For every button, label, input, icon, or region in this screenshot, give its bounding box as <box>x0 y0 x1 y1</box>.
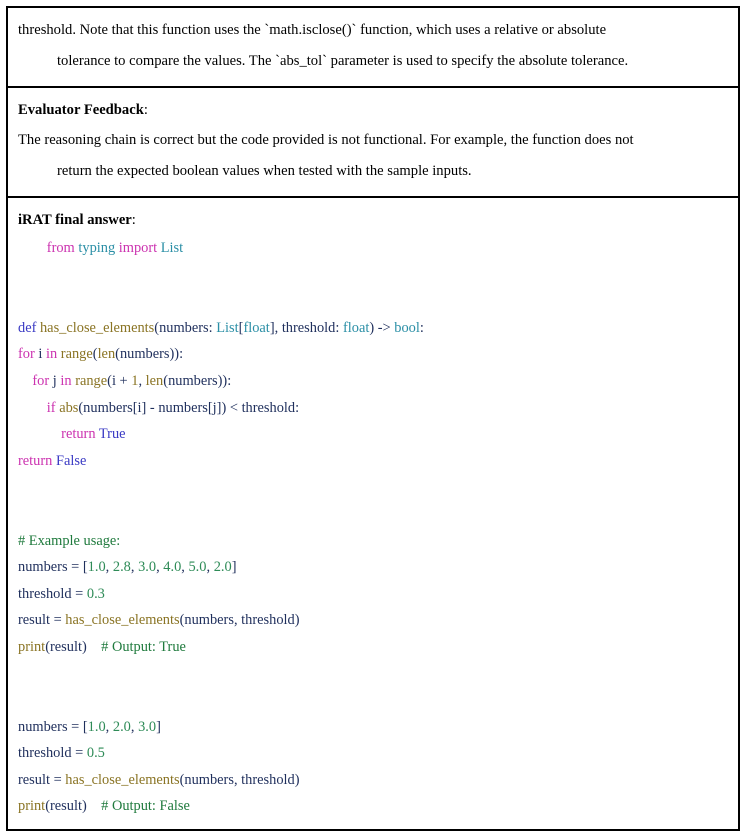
code-token-var <box>87 798 101 814</box>
code-token-num: 2.8 <box>112 559 131 576</box>
code-line-1 <box>18 235 728 262</box>
code-token-var: : <box>208 319 217 336</box>
code-token-kw: import <box>118 240 158 256</box>
code-token-kw: in <box>45 346 58 363</box>
code-line-5 <box>18 341 728 368</box>
irat-final-answer-heading-colon: : <box>131 212 136 228</box>
code-token-bool: False <box>55 452 87 469</box>
code-token-var: )): <box>169 346 184 363</box>
code-token-kw: for <box>18 346 35 363</box>
code-token-var: = <box>49 612 66 629</box>
code-token-fn: range <box>75 372 108 389</box>
code-token-var: ) <box>294 771 300 788</box>
code-token-type: float <box>342 319 370 336</box>
code-token-var: ( <box>115 346 120 363</box>
code-token-var: ( <box>92 346 98 363</box>
code-token-var: result <box>49 798 82 815</box>
code-line-22 <box>18 793 728 820</box>
code-token-var: : <box>295 399 300 416</box>
code-token-var: ( <box>179 612 185 629</box>
code-token-var <box>87 639 101 655</box>
code-token-type: List <box>160 240 184 256</box>
code-token-var: , <box>156 559 164 576</box>
code-line-10 <box>18 474 728 501</box>
code-line-13 <box>18 554 728 581</box>
code-token-var: : <box>335 319 343 336</box>
table-row-evaluator-feedback <box>8 88 738 198</box>
code-token-var <box>18 426 61 442</box>
code-token-var: ( <box>154 319 160 336</box>
code-token-fn: has_close_elements <box>65 771 180 788</box>
code-token-kw: from <box>46 240 75 256</box>
code-token-num: 2.0 <box>213 559 232 576</box>
code-token-type: bool <box>394 319 420 336</box>
code-token-var: = <box>71 585 87 602</box>
evaluator-feedback-heading-colon: : <box>143 102 148 118</box>
code-token-var: ) <box>294 612 300 629</box>
code-token-var: ( <box>45 638 50 655</box>
code-token-type: typing <box>78 240 116 256</box>
code-token-var: i <box>34 346 46 363</box>
code-token-fn: len <box>97 346 116 363</box>
document-table <box>6 6 740 831</box>
code-token-var: threshold <box>241 771 295 788</box>
code-token-var: = [ <box>67 559 88 576</box>
code-token-var: numbers <box>159 319 209 336</box>
code-token-var: result <box>18 771 50 788</box>
code-line-18 <box>18 687 728 714</box>
code-token-var: result <box>18 612 50 629</box>
code-token-var: [j]) < <box>207 399 242 416</box>
code-line-6 <box>18 368 728 395</box>
code-line-9 <box>18 448 728 475</box>
code-token-cmt: # Example usage: <box>18 532 121 549</box>
evaluator-feedback-cell <box>8 88 738 196</box>
table-row-irat-final-answer <box>8 198 738 829</box>
irat-final-answer-heading <box>18 205 728 235</box>
code-token-num: 1.0 <box>87 559 106 576</box>
code-token-var: j <box>49 372 61 389</box>
code-line-15 <box>18 607 728 634</box>
code-token-fn: range <box>60 346 93 363</box>
code-token-var: ( <box>179 771 185 788</box>
code-token-var <box>18 400 47 416</box>
code-token-var: threshold <box>18 585 72 602</box>
code-token-var: [i] - <box>132 399 159 416</box>
code-token-var: numbers <box>184 771 234 788</box>
code-token-var: ] <box>231 559 237 576</box>
code-token-var: ) <box>81 798 87 815</box>
code-token-var: threshold <box>281 319 336 336</box>
code-token-var: , <box>233 612 242 629</box>
code-token-var: , <box>130 718 139 735</box>
code-token-numo: 1 <box>131 372 139 389</box>
code-token-var: = [ <box>67 718 88 735</box>
code-token-num: 2.0 <box>112 718 131 735</box>
python-code-block <box>18 235 728 820</box>
code-token-var: numbers <box>83 399 133 416</box>
code-token-kw: return <box>18 452 53 469</box>
code-token-kw: return <box>61 426 96 443</box>
code-token-var: numbers <box>168 372 218 389</box>
code-token-fn: print <box>18 638 46 655</box>
code-token-type: float <box>243 319 270 336</box>
evaluator-feedback-line-2: return the expected boolean values when tested with the sample inputs. <box>57 163 472 179</box>
code-token-kw: if <box>46 399 56 416</box>
code-line-8 <box>18 421 728 448</box>
code-token-var: threshold <box>241 399 296 416</box>
irat-final-answer-heading-label: iRAT final answer <box>18 212 132 228</box>
code-line-14 <box>18 581 728 608</box>
code-token-num: 3.0 <box>138 718 157 735</box>
table-row-reasoning-continuation <box>8 8 738 88</box>
code-line-16 <box>18 634 728 661</box>
code-token-var: , <box>181 559 189 576</box>
code-line-7 <box>18 395 728 422</box>
reasoning-paragraph-line-1: threshold. Note that this function uses the `math.isclose()` function, which uses a relative or absolute <box>18 22 607 38</box>
code-token-var: ( <box>78 399 84 416</box>
code-line-21 <box>18 767 728 794</box>
code-token-cmt: # Output: False <box>101 798 190 815</box>
code-line-12 <box>18 528 728 555</box>
code-token-var <box>18 240 47 256</box>
code-token-kw: for <box>32 372 50 389</box>
code-token-var: = <box>71 745 87 762</box>
code-token-var: ( <box>163 372 169 389</box>
code-line-20 <box>18 740 728 767</box>
code-token-num: 0.3 <box>86 585 105 602</box>
code-token-type: List <box>216 319 239 336</box>
code-token-fn: has_close_elements <box>65 612 180 629</box>
code-token-var: , <box>105 718 113 735</box>
irat-final-answer-cell <box>8 198 738 829</box>
code-token-var: , <box>105 559 113 576</box>
code-token-fn: abs <box>59 399 79 416</box>
code-token-var <box>18 373 32 389</box>
evaluator-feedback-heading-label: Evaluator Feedback <box>18 102 144 118</box>
code-line-2 <box>18 262 728 289</box>
reasoning-continuation-cell <box>8 8 738 86</box>
code-token-fn: len <box>145 372 164 389</box>
code-token-var: , <box>233 771 242 788</box>
code-token-var: numbers <box>158 399 208 416</box>
code-token-kw2: def <box>18 319 37 336</box>
code-token-var: = <box>49 771 66 788</box>
code-token-var: i + <box>111 372 132 389</box>
code-line-17 <box>18 661 728 688</box>
code-token-var: result <box>49 638 82 655</box>
code-token-var: numbers <box>184 612 234 629</box>
code-token-var: threshold <box>18 745 72 762</box>
code-token-bool: True <box>98 426 126 443</box>
code-token-num: 4.0 <box>163 559 182 576</box>
code-token-cmt: # Output: True <box>101 638 186 655</box>
reasoning-paragraph-line-2: tolerance to compare the values. The `abs_tol` parameter is used to specify the absolute tolerance. <box>57 53 629 69</box>
code-token-var: numbers <box>18 718 68 735</box>
code-token-var: )): <box>217 372 232 389</box>
code-token-var: , <box>138 372 146 389</box>
code-token-fn: print <box>18 798 46 815</box>
code-token-var: , <box>206 559 214 576</box>
code-token-num: 3.0 <box>138 559 157 576</box>
code-token-var: ], <box>269 319 282 336</box>
evaluator-feedback-line-1: The reasoning chain is correct but the code provided is not functional. For example, the function does not <box>18 132 634 148</box>
evaluator-feedback-heading <box>18 95 728 125</box>
code-line-19 <box>18 714 728 741</box>
code-token-var: ( <box>45 798 50 815</box>
code-token-var: ] <box>156 718 161 735</box>
code-token-var: : <box>419 319 424 336</box>
code-token-var: numbers <box>18 559 68 576</box>
code-token-var: , <box>130 559 139 576</box>
code-token-num: 0.5 <box>86 745 105 762</box>
code-token-var: [ <box>238 319 244 336</box>
code-line-4 <box>18 315 728 342</box>
code-line-11 <box>18 501 728 528</box>
code-token-kw: in <box>60 372 72 389</box>
code-token-var: ) -> <box>369 319 395 336</box>
code-line-3 <box>18 288 728 315</box>
code-token-fn: has_close_elements <box>39 319 155 336</box>
code-token-num: 5.0 <box>188 559 207 576</box>
code-token-var: ( <box>107 372 112 389</box>
code-token-var: numbers <box>119 346 170 363</box>
code-token-num: 1.0 <box>87 718 106 735</box>
code-token-var: ) <box>81 638 87 655</box>
code-token-var: threshold <box>241 612 295 629</box>
